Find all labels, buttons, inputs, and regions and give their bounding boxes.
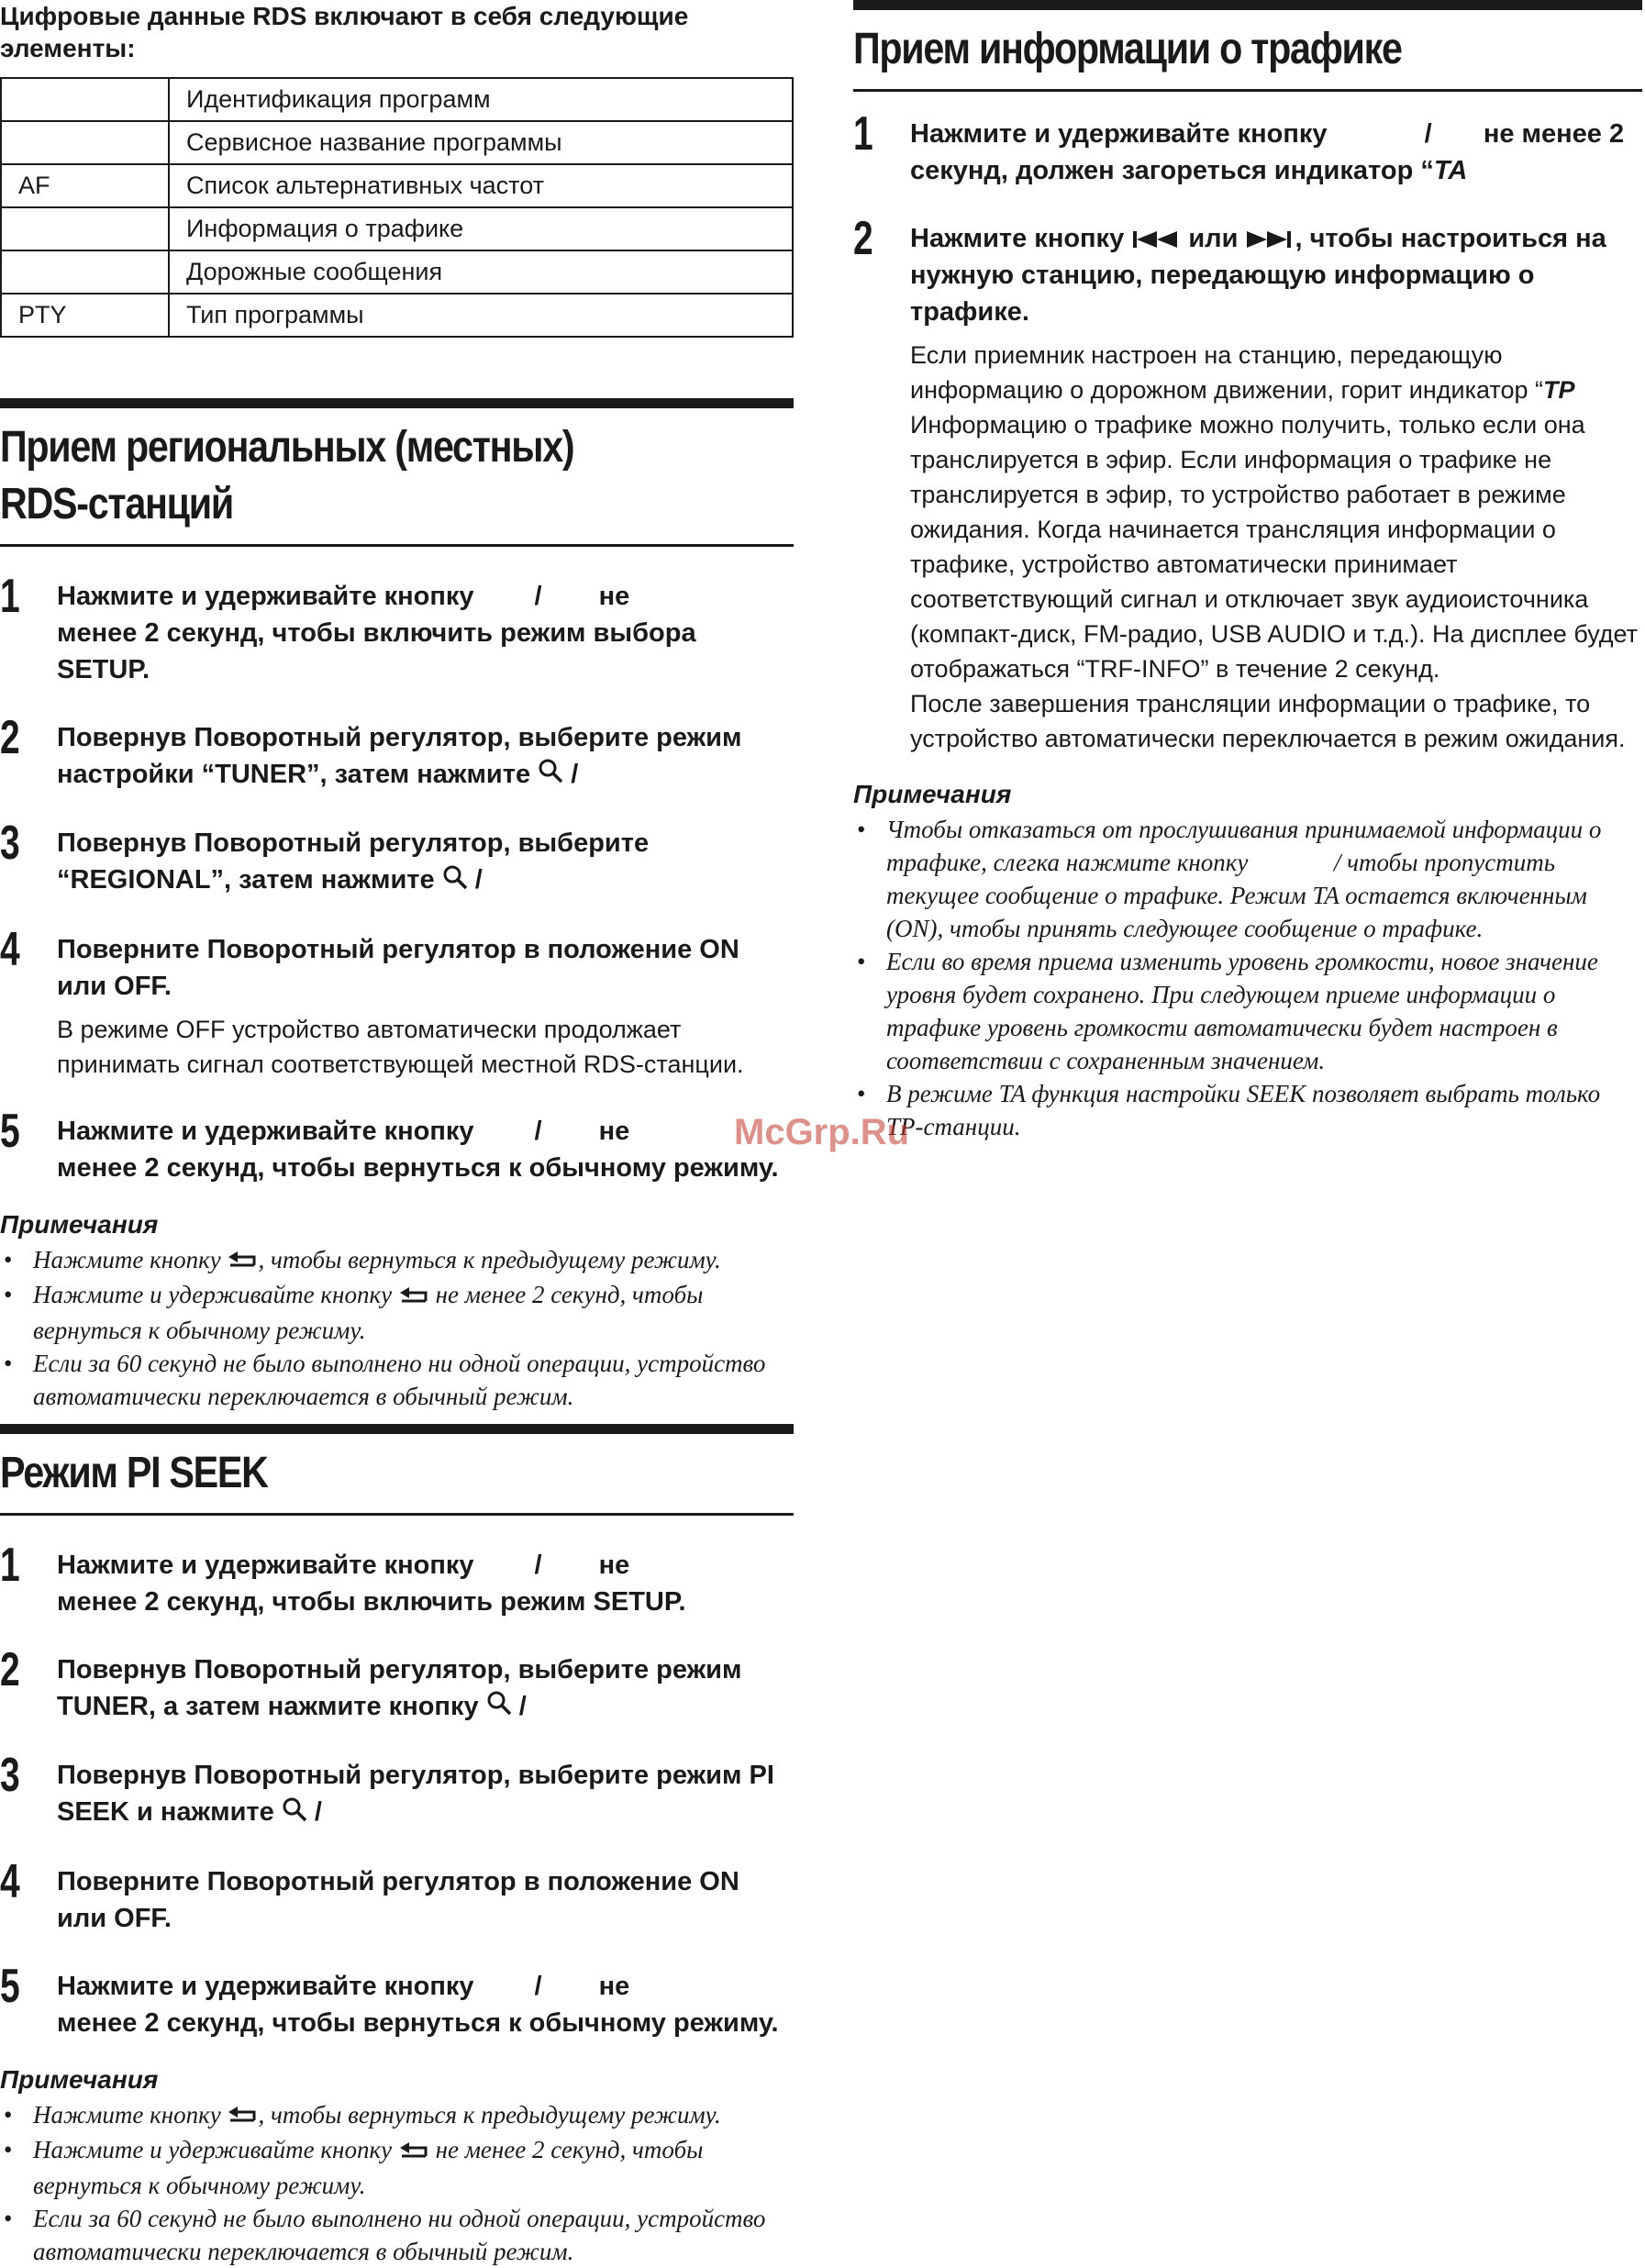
- section-piseek: [0, 1424, 794, 2268]
- step-text-part: /: [534, 1551, 542, 1580]
- table-cell-desc: Идентификация программ: [169, 78, 793, 121]
- description-part: После завершения трансляции информации о трафике, то устройство автоматически переключается в режим ожидания.: [910, 690, 1626, 752]
- step-text: [57, 1968, 794, 2041]
- rotary-control-label: Поворотный регулятор: [194, 1655, 504, 1684]
- notes-heading: Примечания: [0, 1209, 159, 1239]
- step-text-part: не: [598, 1551, 630, 1580]
- step-text-part: не: [598, 1971, 630, 2001]
- step-text-part: или: [1188, 224, 1239, 253]
- step-text-part: не: [598, 582, 630, 611]
- step-text-part: менее 2 секунд, чтобы включить режим выбора SETUP.: [57, 618, 696, 684]
- step-number: 1: [0, 570, 20, 623]
- title-line-1: Прием региональных (местных): [0, 423, 574, 472]
- step-text-part: /: [1424, 119, 1432, 149]
- section-title: Прием информации о трафике: [853, 25, 1402, 73]
- note-text: , чтобы вернуться к предыдущему режиму.: [258, 2100, 721, 2129]
- step-text-part: Нажмите и удерживайте кнопку: [57, 1971, 474, 2001]
- note-text: Если за 60 секунд не было выполнено ни одной операции, устройство автоматически переключается в обычный режим.: [33, 2205, 766, 2266]
- step-text-part: , выберите режим PI SEEK и нажмите: [57, 1761, 774, 1828]
- step-text: [910, 220, 1642, 330]
- rotary-control-label: Поворотный регулятор: [206, 1866, 517, 1896]
- step-description: В режиме OFF устройство автоматически продолжает принимать сигнал соответствующей местной RDS-станции.: [57, 1015, 744, 1078]
- step-text-part: Повернув: [57, 828, 195, 859]
- rotary-control-label: Поворотный регулятор: [194, 1761, 504, 1791]
- notes-list: [0, 2098, 794, 2268]
- back-icon: [227, 2100, 258, 2133]
- skip-forward-icon: [1245, 229, 1295, 250]
- steps-list: [0, 570, 794, 1186]
- step-number: 1: [853, 107, 873, 161]
- step-item: [0, 1539, 794, 1620]
- table-row: [1, 164, 793, 207]
- step-text: [57, 1547, 794, 1620]
- note-item: [853, 813, 1642, 945]
- step-number: 2: [853, 212, 873, 265]
- note-text: Нажмите кнопку: [33, 1245, 221, 1273]
- step-text-part: менее 2 секунд, чтобы вернуться к обычному режиму.: [57, 1152, 779, 1183]
- step-description: [910, 338, 1642, 756]
- step-item: [0, 1749, 794, 1831]
- table-row: [1, 250, 793, 294]
- step-text-part: Повернув: [57, 1761, 195, 1791]
- step-text: [57, 825, 794, 899]
- watermark: McGrp.Ru: [734, 1112, 910, 1152]
- section-title: [0, 419, 683, 533]
- step-number: 2: [0, 1643, 20, 1696]
- table-cell-code: [1, 78, 169, 121]
- table-cell-desc: Тип программы: [169, 294, 793, 337]
- notes-list: [853, 813, 1642, 1143]
- step-text-part: Нажмите кнопку: [910, 224, 1125, 253]
- step-item: [0, 817, 794, 899]
- step-text-part: Нажмите и удерживайте кнопку: [57, 582, 474, 611]
- step-text-part: не менее 2 секунд, должен загореться индикатор “: [910, 119, 1625, 185]
- step-text-part: в положение ON или OFF.: [57, 1866, 739, 1933]
- description-part: Информацию о трафике можно получить, только если она транслируется в эфир. Если информация о трафике не транслируется в эфир, то устройство работает в режиме ожидания. Когда начинается трансляция информации о трафике, устройство автоматически принимает соответствующий сигнал и отключает звук аудиоисточника (компакт-диск, FM-радио, USB AUDIO и т.д.). На дисплее будет отображаться “TRF-INFO” в течение 2 секунд.: [910, 411, 1639, 683]
- rds-table: [0, 77, 794, 338]
- step-item: [0, 922, 794, 1082]
- search-icon: [442, 863, 468, 900]
- notes-list: [0, 1243, 794, 1414]
- step-text-part: /: [306, 1797, 322, 1828]
- step-item: [853, 212, 1642, 756]
- step-item: [0, 1104, 794, 1186]
- step-text-part: Повернув: [57, 1655, 195, 1684]
- section-traffic: [853, 0, 1642, 1143]
- step-text-part: , чтобы настроиться на нужную станцию, передающую информацию о трафике.: [910, 224, 1606, 327]
- note-text: /: [1333, 849, 1341, 876]
- step-text-part: , выберите режим TUNER, а затем нажмите кнопку: [57, 1655, 742, 1721]
- step-text: [57, 1651, 794, 1726]
- steps-list: [0, 1539, 794, 2041]
- notes-heading: Примечания: [0, 2064, 159, 2094]
- table-cell-code: [1, 207, 169, 250]
- note-text: Нажмите и удерживайте кнопку: [33, 2136, 393, 2164]
- step-text: [57, 931, 794, 1005]
- back-icon: [227, 1245, 258, 1278]
- title-line-2: RDS-станций: [0, 480, 233, 528]
- step-text-part: /: [534, 1971, 542, 2001]
- note-text: , чтобы вернуться к предыдущему режиму.: [258, 1245, 721, 1273]
- search-icon: [282, 1796, 307, 1832]
- notes-heading: Примечания: [853, 780, 1012, 808]
- note-item: [0, 1243, 794, 1279]
- table-cell-code: AF: [1, 164, 169, 207]
- ta-indicator: TA: [1433, 156, 1468, 185]
- step-text-part: /: [511, 1692, 527, 1721]
- note-item: • В режиме TA функция настройки SEEK позволяет выбрать только TP-станции.: [853, 1077, 1642, 1143]
- skip-back-icon: [1131, 229, 1181, 250]
- step-text-part: /: [467, 865, 483, 895]
- step-item: [0, 1854, 794, 1937]
- note-item: • Если во время приема изменить уровень громкости, новое значение уровня будет сохранено. При следующем приеме информации о трафике уровень громкости автоматически будет настроен в соответствии с сохраненным значением.: [853, 945, 1642, 1077]
- step-text-part: /: [534, 582, 542, 611]
- table-cell-desc: Список альтернативных частот: [169, 164, 793, 207]
- step-text-part: Нажмите и удерживайте кнопку: [57, 1551, 474, 1580]
- tp-indicator: TP: [1543, 376, 1575, 404]
- table-cell-code: [1, 121, 169, 164]
- note-item: [0, 1347, 794, 1413]
- step-text: [57, 578, 794, 688]
- table-cell-desc: Дорожные сообщения: [169, 250, 793, 294]
- rotary-control-label: Поворотный регулятор: [206, 934, 517, 964]
- section-header: [0, 1424, 794, 1516]
- section-header: [853, 0, 1642, 92]
- table-cell-code: [1, 250, 169, 294]
- step-text-part: /: [563, 760, 579, 789]
- rds-intro: Цифровые данные RDS включают в себя следующие элементы:: [0, 2, 689, 62]
- step-text: [57, 719, 794, 794]
- step-text-part: в положение ON или OFF.: [57, 934, 739, 1001]
- step-item: [0, 570, 794, 688]
- note-item: [0, 2098, 794, 2134]
- note-text: Чтобы отказаться от прослушивания принимаемой информации о трафике, слегка нажмите кнопку: [886, 816, 1602, 876]
- step-text-part: менее 2 секунд, чтобы включить режим SETUP.: [57, 1587, 686, 1617]
- note-text: не менее 2 секунд, чтобы вернуться к обычному режиму.: [33, 2136, 704, 2200]
- step-number: 4: [0, 922, 20, 976]
- section-regional: [0, 398, 794, 1413]
- search-icon: [486, 1689, 512, 1726]
- search-icon: [538, 757, 563, 794]
- step-item: [0, 1959, 794, 2041]
- note-item: [0, 2202, 794, 2268]
- back-icon: [398, 2136, 429, 2169]
- description-part: Если приемник настроен на станцию, передающую информацию о дорожном движении, горит индикатор “: [910, 341, 1544, 404]
- table-row: [1, 294, 793, 337]
- note-text: чтобы пропустить текущее сообщение о трафике. Режим TA остается включенным (ON), чтобы принять следующее сообщение о трафике.: [886, 849, 1587, 942]
- step-text-part: Поверните: [57, 934, 207, 964]
- step-text: [57, 1757, 794, 1831]
- step-text-part: Поверните: [57, 1866, 207, 1896]
- left-column: [0, 0, 794, 2266]
- note-item: [0, 1278, 794, 1347]
- section-header: [0, 398, 794, 547]
- table-cell-desc: Информация о трафике: [169, 207, 793, 250]
- step-number: 2: [0, 711, 20, 764]
- step-number: 4: [0, 1854, 20, 1908]
- table-row: [1, 78, 793, 121]
- table-row: [1, 207, 793, 250]
- step-item: [0, 1643, 794, 1726]
- table-cell-desc: Сервисное название программы: [169, 121, 793, 164]
- step-number: 3: [0, 817, 20, 871]
- step-item: [853, 107, 1642, 189]
- note-text: Если за 60 секунд не было выполнено ни одной операции, устройство автоматически переключается в обычный режим.: [33, 1350, 766, 1411]
- back-icon: [398, 1281, 429, 1314]
- rotary-control-label: Поворотный регулятор: [194, 828, 504, 859]
- step-text-part: , выберите “REGIONAL”, затем нажмите: [57, 828, 650, 895]
- step-text-part: не: [598, 1116, 630, 1146]
- note-text: Нажмите кнопку: [33, 2100, 221, 2129]
- section-title: Режим PI SEEK: [0, 1449, 268, 1497]
- step-text-part: менее 2 секунд, чтобы вернуться к обычному режиму.: [57, 2007, 779, 2038]
- table-row: [1, 121, 793, 164]
- step-text-part: /: [534, 1116, 542, 1146]
- step-text-part: Повернув: [57, 723, 195, 752]
- note-text: не менее 2 секунд, чтобы вернуться к обычному режиму.: [33, 1281, 704, 1345]
- table-cell-code: PTY: [1, 294, 169, 337]
- step-text: [57, 1113, 794, 1186]
- step-text: [57, 1863, 794, 1937]
- step-item: [0, 711, 794, 794]
- step-number: 3: [0, 1749, 20, 1803]
- step-text: [910, 116, 1642, 189]
- step-number: 5: [0, 1959, 20, 2013]
- step-number: 5: [0, 1104, 20, 1158]
- step-text-part: Нажмите и удерживайте кнопку: [57, 1116, 474, 1146]
- rotary-control-label: Поворотный регулятор: [194, 723, 504, 752]
- note-item: [0, 2133, 794, 2202]
- step-text-part: , выберите режим настройки “TUNER”, затем нажмите: [57, 723, 742, 789]
- step-text-part: Нажмите и удерживайте кнопку: [910, 119, 1328, 149]
- note-text: Нажмите и удерживайте кнопку: [33, 1281, 393, 1309]
- step-number: 1: [0, 1539, 20, 1592]
